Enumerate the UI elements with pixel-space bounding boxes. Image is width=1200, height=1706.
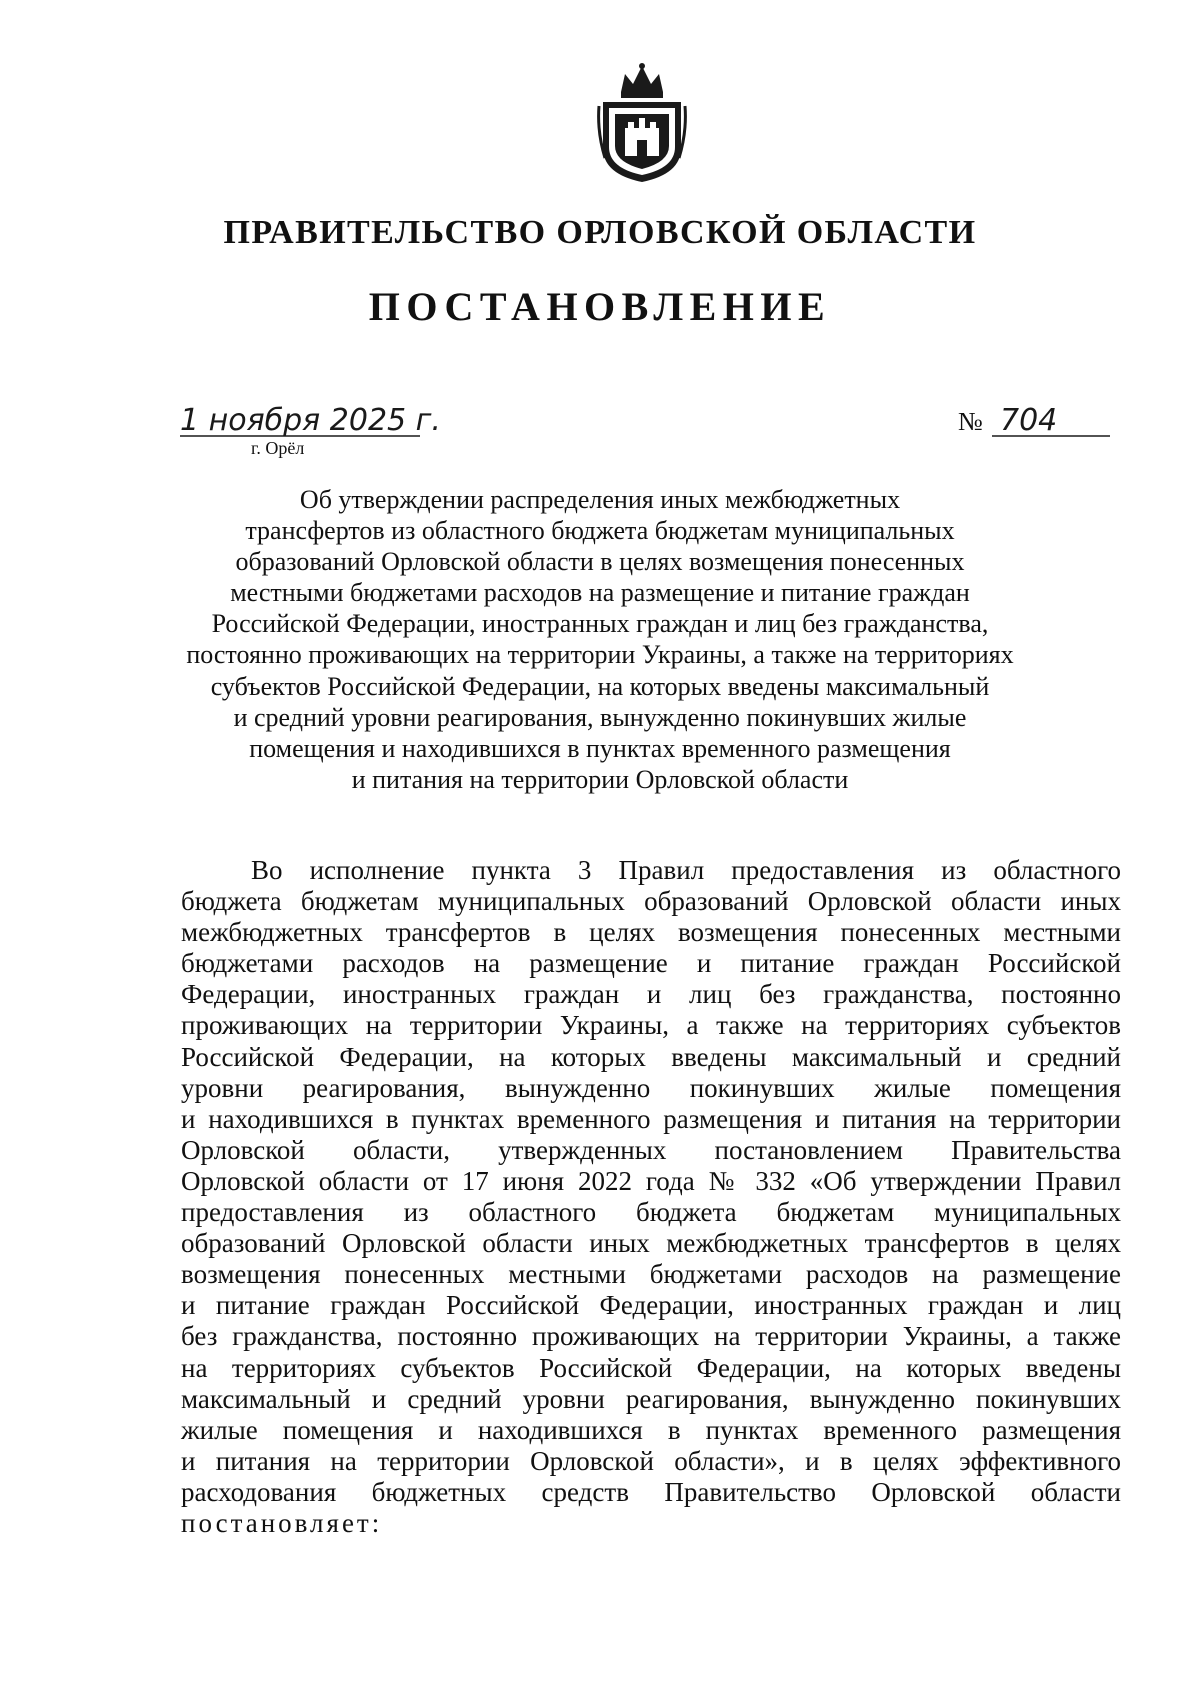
subject-line: и средний уровни реагирования, вынужденно покинувших жилые xyxy=(233,702,967,732)
body-line: предоставления из областного бюджета бюджетам муниципальных xyxy=(181,1197,1121,1228)
subject-line: и питания на территории Орловской области xyxy=(351,764,849,794)
number-text: 704 xyxy=(1000,403,1058,438)
subject-line: Об утверждении распределения иных межбюджетных xyxy=(299,485,901,514)
body-line: жилые помещения и находившихся в пунктах временного размещения xyxy=(181,1414,1121,1445)
subject-line: субъектов Российской Федерации, на которых введены максимальный xyxy=(210,671,990,701)
body-line: бюджета бюджетам муниципальных образований Орловской области иных xyxy=(181,886,1121,917)
body-line: образований Орловской области иных межбюджетных трансфертов в целях xyxy=(181,1228,1121,1259)
document-body xyxy=(181,855,1121,1539)
body-line: Федерации, иностранных граждан и лиц без гражданства, постоянно xyxy=(181,979,1121,1010)
subject-line: постоянно проживающих на территории Украины, а также на территориях xyxy=(186,640,1014,670)
subject-line: местными бюджетами расходов на размещение и питание граждан xyxy=(230,578,970,608)
handwritten-date xyxy=(180,396,450,444)
body-line: Орловской области от 17 июня 2022 года № 332 «Об утверждении Правил xyxy=(181,1165,1121,1196)
body-line: уровни реагирования, вынужденно покинувших жилые помещения xyxy=(181,1072,1121,1103)
body-line: бюджетами расходов на размещение и питание граждан Российской xyxy=(181,948,1121,979)
body-line: и находившихся в пунктах временного размещения и питания на территории xyxy=(181,1103,1121,1134)
document-subject xyxy=(150,484,1050,795)
subject-line: Российской Федерации, иностранных граждан и лиц без гражданства, xyxy=(211,609,989,639)
government-title: ПРАВИТЕЛЬСТВО ОРЛОВСКОЙ ОБЛАСТИ xyxy=(223,214,977,251)
body-line: возмещения понесенных местными бюджетами расходов на размещение xyxy=(181,1259,1121,1290)
body-line: межбюджетных трансфертов в целях возмещения понесенных местными xyxy=(181,917,1121,948)
subject-line: трансфертов из областного бюджета бюджетам муниципальных xyxy=(245,516,955,546)
body-line: проживающих на территории Украины, а также на территориях субъектов xyxy=(181,1010,1121,1041)
handwritten-number xyxy=(992,396,1112,444)
subject-line: помещения и находившихся в пунктах временного размещения xyxy=(249,733,951,763)
body-line: расходования бюджетных средств Правительство Орловской области xyxy=(181,1476,1121,1507)
subject-line: образований Орловской области в целях возмещения понесенных xyxy=(235,547,965,577)
body-line: Орловской области, утвержденных постановлением Правительства xyxy=(181,1134,1121,1165)
document-type-title: ПОСТАНОВЛЕНИЕ xyxy=(368,284,832,329)
body-line: постановляет: xyxy=(181,1507,383,1538)
number-label: № xyxy=(958,407,983,436)
coat-of-arms-icon xyxy=(597,62,687,184)
body-line: и питание граждан Российской Федерации, иностранных граждан и лиц xyxy=(181,1290,1121,1321)
body-line: Российской Федерации, на которых введены максимальный и средний xyxy=(181,1041,1121,1072)
city-label: г. Орёл xyxy=(251,438,305,458)
body-line: и питания на территории Орловской области», и в целях эффективного xyxy=(181,1445,1121,1476)
body-line: без гражданства, постоянно проживающих на территории Украины, а также xyxy=(181,1321,1121,1352)
body-line: максимальный и средний уровни реагирования, вынужденно покинувших xyxy=(181,1383,1121,1414)
body-line: Во исполнение пункта 3 Правил предоставления из областного xyxy=(251,855,1121,885)
body-line: на территориях субъектов Российской Федерации, на которых введены xyxy=(181,1352,1121,1383)
date-text: 1 ноября 2025 г. xyxy=(180,403,441,438)
